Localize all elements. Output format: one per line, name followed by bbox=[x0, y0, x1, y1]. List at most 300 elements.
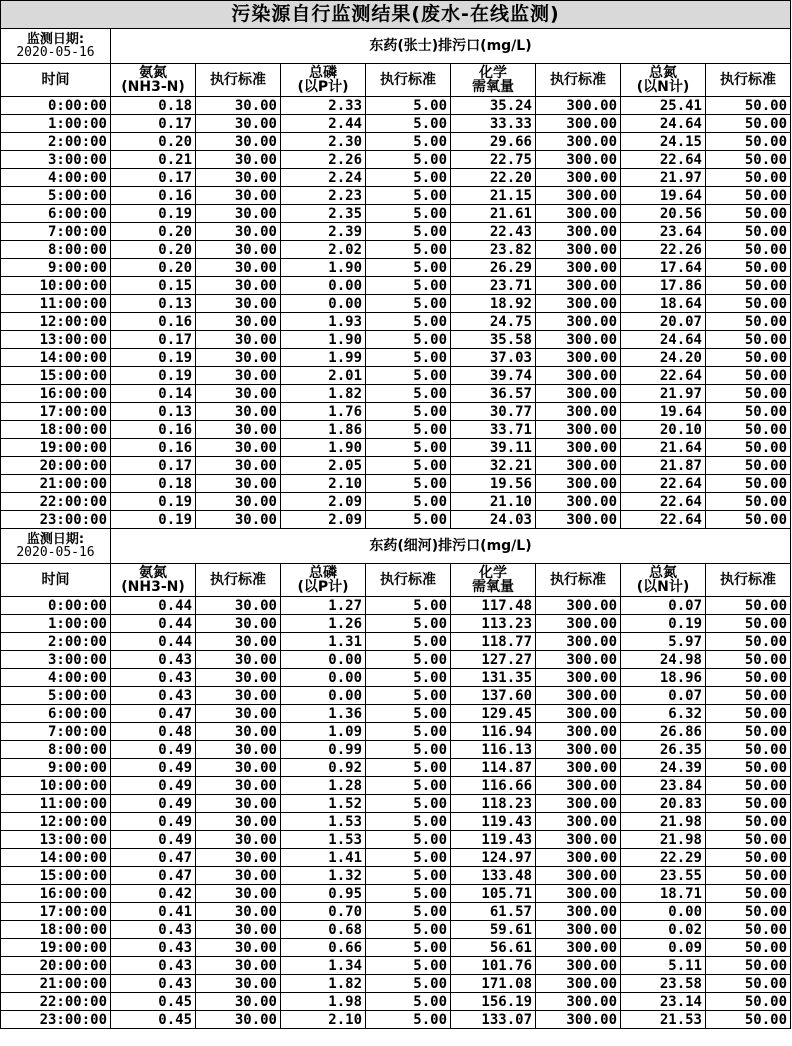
cell-tn: 21.97 bbox=[621, 169, 706, 187]
cell-tn: 6.32 bbox=[621, 705, 706, 723]
cell-cod: 21.10 bbox=[451, 493, 536, 511]
header-standard bbox=[706, 64, 791, 97]
cell-tp: 1.86 bbox=[281, 421, 366, 439]
cell-cod-standard: 300.00 bbox=[536, 831, 621, 849]
cell-tp: 0.00 bbox=[281, 669, 366, 687]
cell-cod: 131.35 bbox=[451, 669, 536, 687]
cell-tn: 21.53 bbox=[621, 1011, 706, 1029]
table-row bbox=[1, 921, 791, 939]
cell-tp-standard: 5.00 bbox=[366, 813, 451, 831]
cell-nh3-standard: 30.00 bbox=[196, 669, 281, 687]
header-time-text: 时间 bbox=[41, 72, 70, 88]
cell-tn: 18.71 bbox=[621, 885, 706, 903]
cell-nh3-standard: 30.00 bbox=[196, 115, 281, 133]
cell-tn: 24.98 bbox=[621, 651, 706, 669]
cell-nh3-standard: 30.00 bbox=[196, 457, 281, 475]
table-row bbox=[1, 421, 791, 439]
cell-tn-standard: 50.00 bbox=[706, 115, 791, 133]
cell-tn-standard: 50.00 bbox=[706, 867, 791, 885]
cell-tp: 1.41 bbox=[281, 849, 366, 867]
cell-tp: 2.30 bbox=[281, 133, 366, 151]
cell-nh3-standard: 30.00 bbox=[196, 615, 281, 633]
cell-tp-standard: 5.00 bbox=[366, 385, 451, 403]
cell-tn-standard: 50.00 bbox=[706, 475, 791, 493]
cell-nh3-standard: 30.00 bbox=[196, 295, 281, 313]
header-standard-text: 执行标准 bbox=[550, 72, 606, 88]
cell-tn-standard: 50.00 bbox=[706, 777, 791, 795]
cell-nh3: 0.19 bbox=[111, 493, 196, 511]
cell-time: 4:00:00 bbox=[1, 669, 111, 687]
table-row bbox=[1, 903, 791, 921]
cell-cod-standard: 300.00 bbox=[536, 741, 621, 759]
header-standard bbox=[536, 564, 621, 597]
cell-time: 12:00:00 bbox=[1, 313, 111, 331]
cell-tn-standard: 50.00 bbox=[706, 367, 791, 385]
cell-time: 14:00:00 bbox=[1, 349, 111, 367]
header-tn-text: (以N计) bbox=[636, 79, 690, 95]
header-standard-text: 执行标准 bbox=[380, 72, 436, 88]
cell-nh3-standard: 30.00 bbox=[196, 741, 281, 759]
cell-nh3-standard: 30.00 bbox=[196, 421, 281, 439]
header-cod-text: 需氧量 bbox=[472, 79, 514, 95]
cell-nh3: 0.18 bbox=[111, 475, 196, 493]
cell-cod-standard: 300.00 bbox=[536, 957, 621, 975]
cell-tn-standard: 50.00 bbox=[706, 133, 791, 151]
cell-tp: 2.23 bbox=[281, 187, 366, 205]
title-row bbox=[1, 1, 791, 29]
cell-nh3: 0.43 bbox=[111, 975, 196, 993]
cell-nh3-standard: 30.00 bbox=[196, 97, 281, 115]
cell-tn: 21.98 bbox=[621, 831, 706, 849]
header-standard bbox=[196, 64, 281, 97]
table-row bbox=[1, 97, 791, 115]
cell-tn-standard: 50.00 bbox=[706, 795, 791, 813]
cell-nh3-standard: 30.00 bbox=[196, 777, 281, 795]
cell-nh3: 0.48 bbox=[111, 723, 196, 741]
cell-time: 21:00:00 bbox=[1, 975, 111, 993]
cell-cod-standard: 300.00 bbox=[536, 403, 621, 421]
table-row bbox=[1, 795, 791, 813]
cell-nh3: 0.42 bbox=[111, 885, 196, 903]
cell-nh3-standard: 30.00 bbox=[196, 367, 281, 385]
cell-time: 1:00:00 bbox=[1, 615, 111, 633]
cell-nh3-standard: 30.00 bbox=[196, 133, 281, 151]
cell-nh3: 0.43 bbox=[111, 921, 196, 939]
cell-tn: 0.19 bbox=[621, 615, 706, 633]
table-row bbox=[1, 457, 791, 475]
cell-cod: 117.48 bbox=[451, 597, 536, 615]
cell-tp-standard: 5.00 bbox=[366, 97, 451, 115]
cell-tp: 1.98 bbox=[281, 993, 366, 1011]
cell-cod: 24.03 bbox=[451, 511, 536, 529]
cell-tn-standard: 50.00 bbox=[706, 259, 791, 277]
header-cod bbox=[451, 564, 536, 597]
table-row bbox=[1, 223, 791, 241]
cell-tp: 2.24 bbox=[281, 169, 366, 187]
date-label: 监测日期: bbox=[26, 32, 85, 47]
cell-tp: 1.76 bbox=[281, 403, 366, 421]
table-row bbox=[1, 615, 791, 633]
cell-nh3: 0.19 bbox=[111, 367, 196, 385]
cell-time: 15:00:00 bbox=[1, 867, 111, 885]
cell-tp: 1.90 bbox=[281, 439, 366, 457]
table-row bbox=[1, 1011, 791, 1029]
header-standard-text: 执行标准 bbox=[720, 72, 776, 88]
cell-nh3: 0.45 bbox=[111, 993, 196, 1011]
cell-tn-standard: 50.00 bbox=[706, 597, 791, 615]
cell-cod: 30.77 bbox=[451, 403, 536, 421]
cell-tn: 21.64 bbox=[621, 439, 706, 457]
cell-tn: 5.11 bbox=[621, 957, 706, 975]
cell-cod: 35.24 bbox=[451, 97, 536, 115]
cell-tn: 25.41 bbox=[621, 97, 706, 115]
cell-tp: 0.66 bbox=[281, 939, 366, 957]
cell-cod: 118.23 bbox=[451, 795, 536, 813]
cell-time: 22:00:00 bbox=[1, 493, 111, 511]
cell-cod: 137.60 bbox=[451, 687, 536, 705]
outlet-name: 东药(张士)排污口(mg/L) bbox=[111, 29, 791, 64]
cell-tp-standard: 5.00 bbox=[366, 457, 451, 475]
cell-cod: 124.97 bbox=[451, 849, 536, 867]
cell-cod-standard: 300.00 bbox=[536, 241, 621, 259]
cell-cod-standard: 300.00 bbox=[536, 439, 621, 457]
cell-tn-standard: 50.00 bbox=[706, 511, 791, 529]
header-cod-text: 需氧量 bbox=[472, 579, 514, 595]
cell-nh3-standard: 30.00 bbox=[196, 903, 281, 921]
cell-tn-standard: 50.00 bbox=[706, 939, 791, 957]
cell-time: 8:00:00 bbox=[1, 741, 111, 759]
cell-cod: 29.66 bbox=[451, 133, 536, 151]
header-standard-text: 执行标准 bbox=[720, 572, 776, 588]
table-row bbox=[1, 633, 791, 651]
cell-tp: 1.34 bbox=[281, 957, 366, 975]
cell-time: 13:00:00 bbox=[1, 831, 111, 849]
cell-tn-standard: 50.00 bbox=[706, 169, 791, 187]
cell-cod-standard: 300.00 bbox=[536, 97, 621, 115]
cell-tn: 23.55 bbox=[621, 867, 706, 885]
cell-nh3-standard: 30.00 bbox=[196, 223, 281, 241]
table-row bbox=[1, 313, 791, 331]
cell-tn: 20.07 bbox=[621, 313, 706, 331]
cell-tn: 22.26 bbox=[621, 241, 706, 259]
cell-cod: 61.57 bbox=[451, 903, 536, 921]
cell-tp: 0.68 bbox=[281, 921, 366, 939]
cell-tp: 0.70 bbox=[281, 903, 366, 921]
cell-nh3: 0.43 bbox=[111, 687, 196, 705]
cell-cod-standard: 300.00 bbox=[536, 421, 621, 439]
cell-cod-standard: 300.00 bbox=[536, 259, 621, 277]
cell-tn-standard: 50.00 bbox=[706, 439, 791, 457]
header-tp bbox=[281, 64, 366, 97]
table-row bbox=[1, 939, 791, 957]
cell-cod: 33.33 bbox=[451, 115, 536, 133]
header-tn-text: (以N计) bbox=[636, 579, 690, 595]
cell-tp: 2.33 bbox=[281, 97, 366, 115]
cell-tp: 1.53 bbox=[281, 813, 366, 831]
cell-cod: 36.57 bbox=[451, 385, 536, 403]
cell-tn-standard: 50.00 bbox=[706, 903, 791, 921]
cell-nh3-standard: 30.00 bbox=[196, 511, 281, 529]
cell-nh3-standard: 30.00 bbox=[196, 493, 281, 511]
table-row bbox=[1, 331, 791, 349]
table-row bbox=[1, 151, 791, 169]
cell-tn: 18.64 bbox=[621, 295, 706, 313]
table-row bbox=[1, 705, 791, 723]
header-nh3-text: (NH3-N) bbox=[121, 79, 185, 95]
cell-time: 20:00:00 bbox=[1, 957, 111, 975]
cell-cod-standard: 300.00 bbox=[536, 331, 621, 349]
cell-nh3-standard: 30.00 bbox=[196, 349, 281, 367]
date-value: 2020-05-16 bbox=[16, 45, 95, 60]
cell-cod: 113.23 bbox=[451, 615, 536, 633]
cell-time: 5:00:00 bbox=[1, 687, 111, 705]
cell-tp-standard: 5.00 bbox=[366, 957, 451, 975]
cell-tn: 22.64 bbox=[621, 511, 706, 529]
cell-cod-standard: 300.00 bbox=[536, 457, 621, 475]
cell-tp-standard: 5.00 bbox=[366, 723, 451, 741]
cell-tn: 5.97 bbox=[621, 633, 706, 651]
cell-tn-standard: 50.00 bbox=[706, 705, 791, 723]
cell-tn: 19.64 bbox=[621, 187, 706, 205]
cell-tp-standard: 5.00 bbox=[366, 777, 451, 795]
table-row bbox=[1, 295, 791, 313]
cell-nh3-standard: 30.00 bbox=[196, 187, 281, 205]
table-row bbox=[1, 367, 791, 385]
cell-nh3: 0.17 bbox=[111, 115, 196, 133]
cell-time: 19:00:00 bbox=[1, 439, 111, 457]
cell-tp-standard: 5.00 bbox=[366, 597, 451, 615]
cell-nh3: 0.49 bbox=[111, 795, 196, 813]
cell-nh3-standard: 30.00 bbox=[196, 831, 281, 849]
cell-time: 5:00:00 bbox=[1, 187, 111, 205]
cell-cod: 116.94 bbox=[451, 723, 536, 741]
table-row bbox=[1, 993, 791, 1011]
cell-tn-standard: 50.00 bbox=[706, 295, 791, 313]
cell-nh3: 0.20 bbox=[111, 241, 196, 259]
cell-time: 19:00:00 bbox=[1, 939, 111, 957]
table-row bbox=[1, 349, 791, 367]
cell-tn-standard: 50.00 bbox=[706, 975, 791, 993]
cell-nh3-standard: 30.00 bbox=[196, 241, 281, 259]
cell-tp: 1.82 bbox=[281, 975, 366, 993]
cell-cod-standard: 300.00 bbox=[536, 867, 621, 885]
cell-nh3-standard: 30.00 bbox=[196, 975, 281, 993]
cell-tp: 1.09 bbox=[281, 723, 366, 741]
cell-nh3-standard: 30.00 bbox=[196, 205, 281, 223]
cell-tn-standard: 50.00 bbox=[706, 151, 791, 169]
cell-nh3: 0.43 bbox=[111, 651, 196, 669]
cell-tp: 0.00 bbox=[281, 295, 366, 313]
cell-nh3: 0.16 bbox=[111, 421, 196, 439]
cell-cod: 33.71 bbox=[451, 421, 536, 439]
header-tn bbox=[621, 564, 706, 597]
cell-cod: 127.27 bbox=[451, 651, 536, 669]
cell-cod-standard: 300.00 bbox=[536, 295, 621, 313]
cell-tp-standard: 5.00 bbox=[366, 277, 451, 295]
cell-tp: 2.09 bbox=[281, 493, 366, 511]
table-row bbox=[1, 241, 791, 259]
cell-nh3-standard: 30.00 bbox=[196, 993, 281, 1011]
header-nh3-text: 氨氮 bbox=[139, 565, 167, 581]
cell-cod: 37.03 bbox=[451, 349, 536, 367]
cell-time: 2:00:00 bbox=[1, 133, 111, 151]
date-value: 2020-05-16 bbox=[16, 545, 95, 560]
header-nh3 bbox=[111, 564, 196, 597]
cell-tn: 26.86 bbox=[621, 723, 706, 741]
date-label: 监测日期: bbox=[26, 532, 85, 547]
cell-tp: 1.28 bbox=[281, 777, 366, 795]
cell-nh3: 0.18 bbox=[111, 97, 196, 115]
outlet-name: 东药(细河)排污口(mg/L) bbox=[111, 529, 791, 564]
cell-time: 2:00:00 bbox=[1, 633, 111, 651]
cell-tn-standard: 50.00 bbox=[706, 813, 791, 831]
cell-nh3-standard: 30.00 bbox=[196, 723, 281, 741]
cell-time: 9:00:00 bbox=[1, 759, 111, 777]
table-row bbox=[1, 115, 791, 133]
cell-tp-standard: 5.00 bbox=[366, 705, 451, 723]
cell-time: 17:00:00 bbox=[1, 403, 111, 421]
cell-nh3-standard: 30.00 bbox=[196, 259, 281, 277]
header-tp-text: 总磷 bbox=[309, 565, 337, 581]
cell-cod: 39.11 bbox=[451, 439, 536, 457]
cell-nh3: 0.49 bbox=[111, 831, 196, 849]
cell-cod-standard: 300.00 bbox=[536, 669, 621, 687]
cell-time: 11:00:00 bbox=[1, 295, 111, 313]
cell-time: 7:00:00 bbox=[1, 223, 111, 241]
header-time-text: 时间 bbox=[41, 572, 70, 588]
cell-tn: 0.02 bbox=[621, 921, 706, 939]
cell-nh3: 0.43 bbox=[111, 939, 196, 957]
cell-tn-standard: 50.00 bbox=[706, 723, 791, 741]
cell-tp: 0.92 bbox=[281, 759, 366, 777]
cell-tp: 2.10 bbox=[281, 475, 366, 493]
cell-tn: 0.00 bbox=[621, 903, 706, 921]
cell-cod: 133.07 bbox=[451, 1011, 536, 1029]
cell-tn-standard: 50.00 bbox=[706, 421, 791, 439]
cell-cod-standard: 300.00 bbox=[536, 777, 621, 795]
cell-nh3: 0.49 bbox=[111, 741, 196, 759]
cell-tp-standard: 5.00 bbox=[366, 133, 451, 151]
cell-tp-standard: 5.00 bbox=[366, 849, 451, 867]
cell-tp-standard: 5.00 bbox=[366, 241, 451, 259]
cell-time: 1:00:00 bbox=[1, 115, 111, 133]
cell-tn: 26.35 bbox=[621, 741, 706, 759]
cell-cod-standard: 300.00 bbox=[536, 885, 621, 903]
cell-nh3: 0.47 bbox=[111, 849, 196, 867]
cell-tp: 2.02 bbox=[281, 241, 366, 259]
cell-nh3: 0.49 bbox=[111, 813, 196, 831]
cell-time: 15:00:00 bbox=[1, 367, 111, 385]
cell-cod: 118.77 bbox=[451, 633, 536, 651]
cell-nh3: 0.19 bbox=[111, 205, 196, 223]
cell-nh3: 0.15 bbox=[111, 277, 196, 295]
cell-tn-standard: 50.00 bbox=[706, 651, 791, 669]
cell-cod: 39.74 bbox=[451, 367, 536, 385]
cell-nh3-standard: 30.00 bbox=[196, 813, 281, 831]
cell-tn: 17.64 bbox=[621, 259, 706, 277]
cell-time: 3:00:00 bbox=[1, 151, 111, 169]
cell-tp-standard: 5.00 bbox=[366, 223, 451, 241]
cell-cod-standard: 300.00 bbox=[536, 205, 621, 223]
cell-tn-standard: 50.00 bbox=[706, 885, 791, 903]
cell-nh3: 0.47 bbox=[111, 867, 196, 885]
cell-cod-standard: 300.00 bbox=[536, 367, 621, 385]
cell-tn-standard: 50.00 bbox=[706, 633, 791, 651]
date-row bbox=[1, 529, 791, 564]
cell-nh3-standard: 30.00 bbox=[196, 597, 281, 615]
cell-time: 6:00:00 bbox=[1, 205, 111, 223]
cell-tn: 0.09 bbox=[621, 939, 706, 957]
cell-tp-standard: 5.00 bbox=[366, 975, 451, 993]
cell-tn: 22.64 bbox=[621, 151, 706, 169]
cell-tp-standard: 5.00 bbox=[366, 939, 451, 957]
cell-nh3-standard: 30.00 bbox=[196, 313, 281, 331]
cell-tn-standard: 50.00 bbox=[706, 687, 791, 705]
table-row bbox=[1, 277, 791, 295]
header-standard-text: 执行标准 bbox=[380, 572, 436, 588]
table-row bbox=[1, 385, 791, 403]
cell-time: 23:00:00 bbox=[1, 1011, 111, 1029]
cell-tp-standard: 5.00 bbox=[366, 187, 451, 205]
cell-tp: 1.26 bbox=[281, 615, 366, 633]
date-cell bbox=[1, 529, 111, 564]
cell-tn-standard: 50.00 bbox=[706, 97, 791, 115]
cell-tp-standard: 5.00 bbox=[366, 205, 451, 223]
cell-nh3: 0.14 bbox=[111, 385, 196, 403]
date-row bbox=[1, 29, 791, 64]
cell-tp: 1.52 bbox=[281, 795, 366, 813]
cell-cod: 22.20 bbox=[451, 169, 536, 187]
header-standard-text: 执行标准 bbox=[550, 572, 606, 588]
cell-time: 0:00:00 bbox=[1, 97, 111, 115]
cell-tn-standard: 50.00 bbox=[706, 331, 791, 349]
report-title: 污染源自行监测结果(废水-在线监测) bbox=[1, 1, 791, 29]
cell-cod: 119.43 bbox=[451, 831, 536, 849]
cell-tp-standard: 5.00 bbox=[366, 313, 451, 331]
cell-tp-standard: 5.00 bbox=[366, 633, 451, 651]
cell-cod: 22.43 bbox=[451, 223, 536, 241]
cell-tn: 22.64 bbox=[621, 493, 706, 511]
cell-time: 18:00:00 bbox=[1, 921, 111, 939]
cell-tn-standard: 50.00 bbox=[706, 241, 791, 259]
cell-nh3-standard: 30.00 bbox=[196, 331, 281, 349]
cell-nh3: 0.17 bbox=[111, 457, 196, 475]
header-tp bbox=[281, 564, 366, 597]
cell-cod-standard: 300.00 bbox=[536, 511, 621, 529]
cell-cod-standard: 300.00 bbox=[536, 921, 621, 939]
cell-nh3-standard: 30.00 bbox=[196, 403, 281, 421]
cell-cod-standard: 300.00 bbox=[536, 615, 621, 633]
cell-tn-standard: 50.00 bbox=[706, 993, 791, 1011]
cell-nh3-standard: 30.00 bbox=[196, 169, 281, 187]
cell-time: 17:00:00 bbox=[1, 903, 111, 921]
cell-cod-standard: 300.00 bbox=[536, 759, 621, 777]
cell-nh3: 0.44 bbox=[111, 597, 196, 615]
cell-nh3: 0.43 bbox=[111, 669, 196, 687]
cell-cod-standard: 300.00 bbox=[536, 705, 621, 723]
cell-nh3-standard: 30.00 bbox=[196, 867, 281, 885]
header-nh3 bbox=[111, 64, 196, 97]
cell-cod-standard: 300.00 bbox=[536, 993, 621, 1011]
column-header-row bbox=[1, 64, 791, 97]
cell-tn-standard: 50.00 bbox=[706, 957, 791, 975]
cell-nh3-standard: 30.00 bbox=[196, 151, 281, 169]
cell-nh3-standard: 30.00 bbox=[196, 1011, 281, 1029]
cell-nh3: 0.16 bbox=[111, 439, 196, 457]
cell-nh3-standard: 30.00 bbox=[196, 939, 281, 957]
cell-tp: 1.90 bbox=[281, 331, 366, 349]
cell-time: 11:00:00 bbox=[1, 795, 111, 813]
